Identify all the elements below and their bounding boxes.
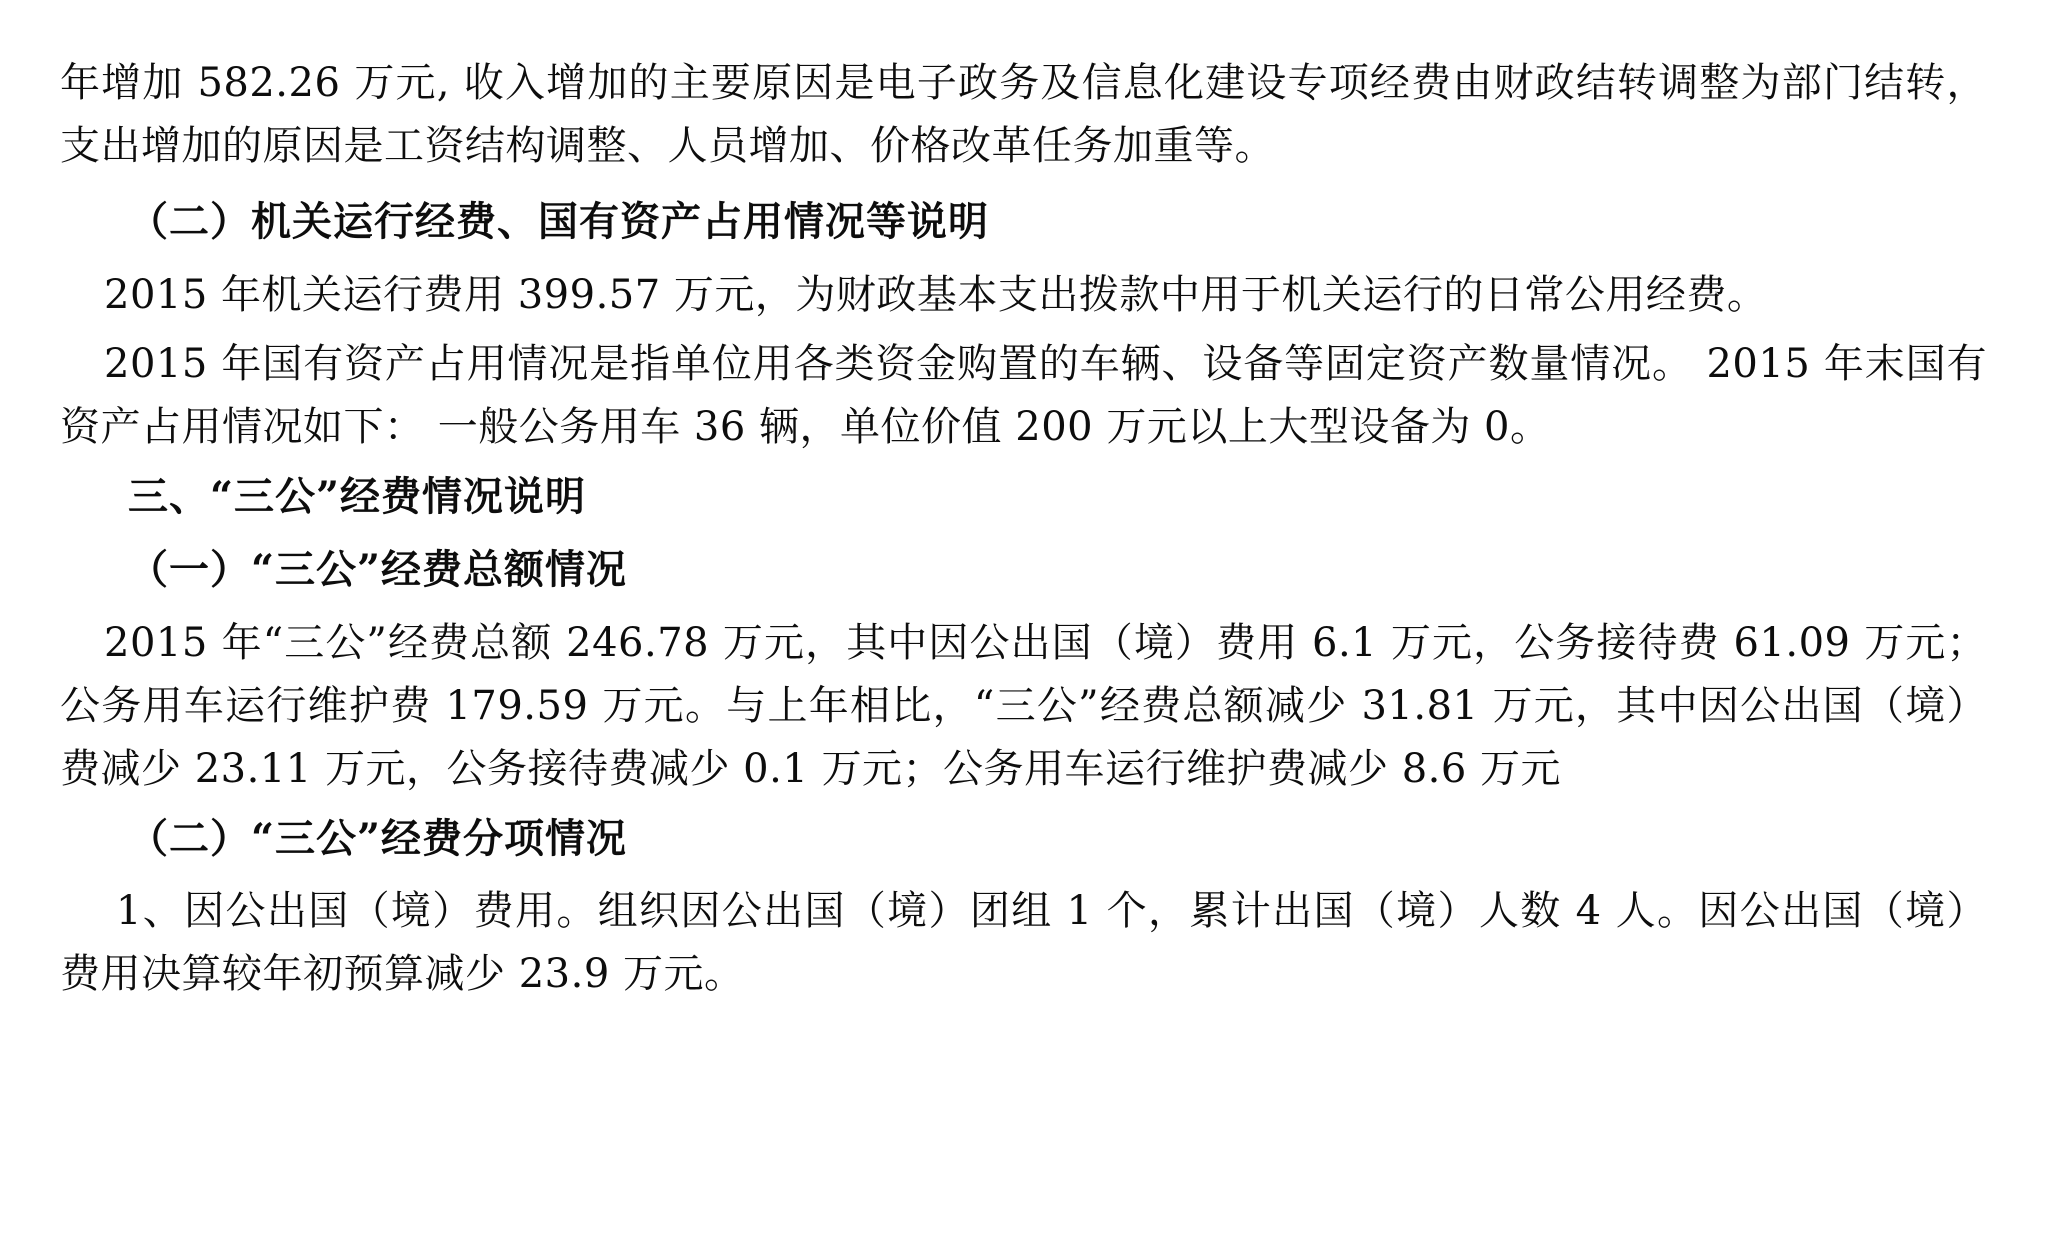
heading-section-3-2: （二）“三公”经费分项情况	[128, 815, 628, 863]
paragraph-state-assets: 2015 年国有资产占用情况是指单位用各类资金购置的车辆、设备等固定资产数量情况。 2015 年末国有资产占用情况如下： 一般公务用车 36 辆，单位价值 200 万元以上大型设备为 0。	[60, 340, 1987, 450]
heading-section-3-1: （一）“三公”经费总额情况	[128, 546, 628, 594]
paragraph-operating-cost: 2015 年机关运行费用 399.57 万元，为财政基本支出拨款中用于机关运行的日常公用经费。	[104, 271, 1768, 318]
document-body	[60, 52, 1987, 1007]
paragraph-sangong-total: 2015 年“三公”经费总额 246.78 万元，其中因公出国（境）费用 6.1 万元，公务接待费 61.09 万元；公务用车运行维护费 179.59 万元。与上年相比，“三公”经费总额减少 31.81 万元，其中因公出国（境）费减少 23.11 万元，公务接待费减少 0.1 万元；公务用车运行维护费减少 8.6 万元	[60, 619, 1987, 792]
paragraph-continued-text: 年增加 582.26 万元, 收入增加的主要原因是电子政务及信息化建设专项经费由财政结转调整为部门结转， 支出增加的原因是工资结构调整、人员增加、价格改革任务加重等。	[60, 60, 1987, 170]
heading-section-2-2: （二）机关运行经费、国有资产占用情况等说明	[128, 198, 989, 246]
heading-section-3: 三、“三公”经费情况说明	[128, 473, 587, 521]
paragraph-item-overseas-travel: 1、因公出国（境）费用。组织因公出国（境）团组 1 个，累计出国（境）人数 4 人。因公出国（境）费用决算较年初预算减少 23.9 万元。	[60, 888, 1987, 998]
